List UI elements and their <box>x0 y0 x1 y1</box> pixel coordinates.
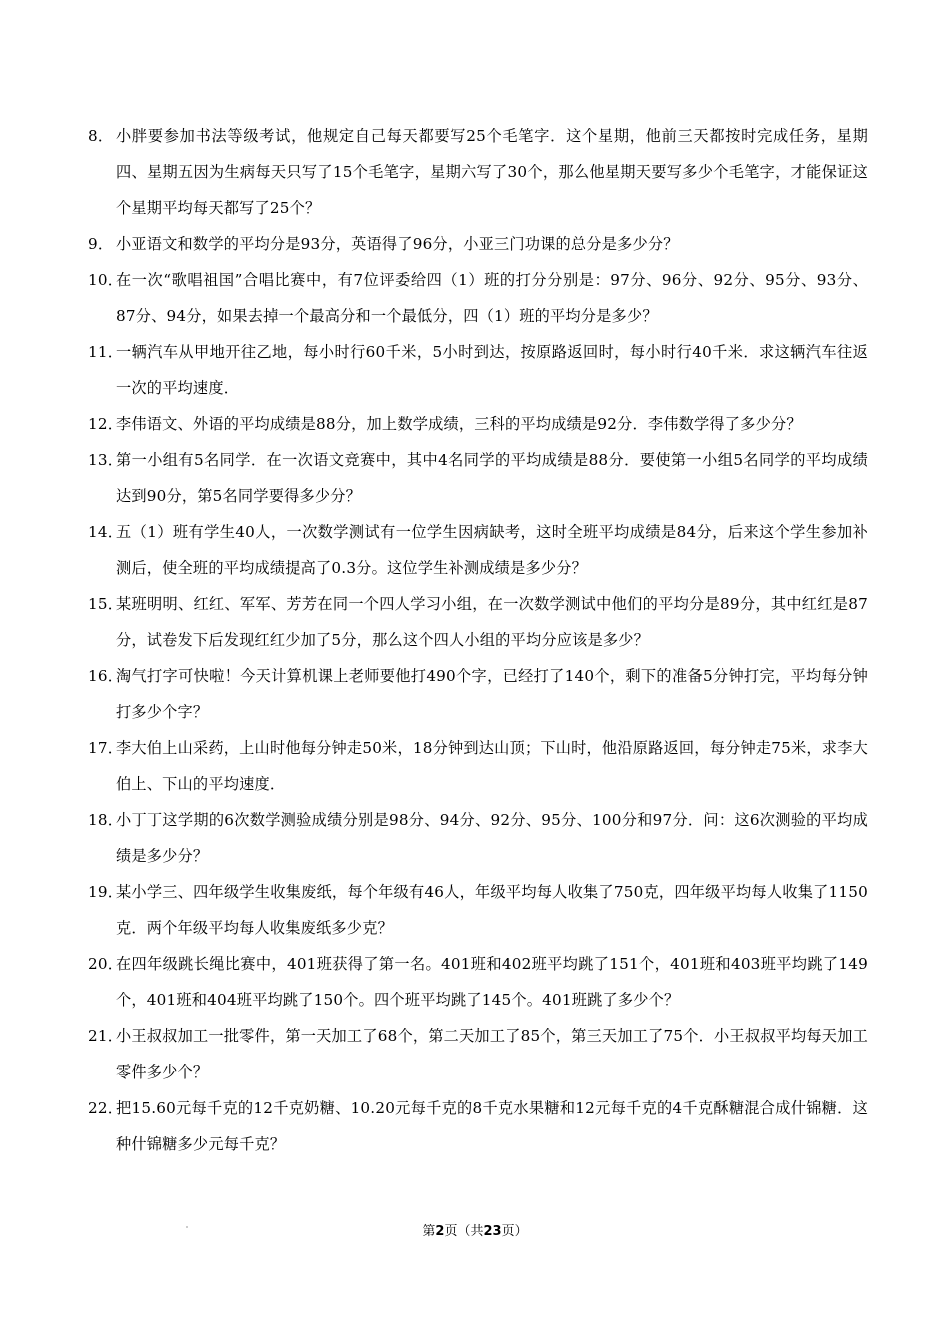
question-number: 8． <box>88 127 114 145</box>
footer-page-number: 2 <box>435 1224 445 1239</box>
question-8 <box>88 118 868 226</box>
question-number: 22． <box>88 1099 124 1117</box>
question-text: 淘气打字可快啦！今天计算机课上老师要他打490个字，已经打了140个，剩下的准备5分钟打完，平均每分钟打多少个字？ <box>116 667 868 721</box>
question-number: 9． <box>88 235 114 253</box>
question-number: 13． <box>88 451 124 469</box>
question-number: 14． <box>88 523 124 541</box>
question-text: 小丁丁这学期的6次数学测验成绩分别是98分、94分、92分、95分、100分和97分．问：这6次测验的平均成绩是多少分？ <box>116 811 868 865</box>
question-11 <box>88 334 868 406</box>
question-21 <box>88 1018 868 1090</box>
question-number: 11． <box>88 343 124 361</box>
question-17 <box>88 730 868 802</box>
question-text: 第一小组有5名同学．在一次语文竞赛中，其中4名同学的平均成绩是88分．要使第一小组5名同学的平均成绩达到90分，第5名同学要得多少分？ <box>116 451 868 505</box>
question-text: 在一次“歌唱祖国”合唱比赛中，有7位评委给四（1）班的打分分别是：97分、96分、92分、95分、93分、87分、94分，如果去掉一个最高分和一个最低分，四（1）班的平均分是多少？ <box>116 271 868 325</box>
question-text: 李伟语文、外语的平均成绩是88分，加上数学成绩，三科的平均成绩是92分．李伟数学得了多少分？ <box>116 415 802 433</box>
question-text: 在四年级跳长绳比赛中，401班获得了第一名。401班和402班平均跳了151个，401班和403班平均跳了149个，401班和404班平均跳了150个。四个班平均跳了145个。401班跳了多少个？ <box>116 955 868 1009</box>
question-text: 小胖要参加书法等级考试，他规定自己每天都要写25个毛笔字．这个星期，他前三天都按时完成任务，星期四、星期五因为生病每天只写了15个毛笔字，星期六写了30个，那么他星期天要写多少个毛笔字，才能保证这个星期平均每天都写了25个？ <box>116 127 868 217</box>
question-13 <box>88 442 868 514</box>
question-text: 一辆汽车从甲地开往乙地，每小时行60千米，5小时到达，按原路返回时，每小时行40千米．求这辆汽车往返一次的平均速度． <box>116 343 868 397</box>
question-number: 10． <box>88 271 124 289</box>
question-text: 小亚语文和数学的平均分是93分，英语得了96分，小亚三门功课的总分是多少分？ <box>116 235 679 253</box>
page-footer <box>0 1222 950 1242</box>
question-text: 某班明明、红红、军军、芳芳在同一个四人学习小组，在一次数学测试中他们的平均分是89分，其中红红是87分，试卷发下后发现红红少加了5分，那么这个四人小组的平均分应该是多少？ <box>116 595 868 649</box>
question-12 <box>88 406 868 442</box>
question-19 <box>88 874 868 946</box>
question-10 <box>88 262 868 334</box>
question-number: 12． <box>88 415 124 433</box>
footer-middle: 页（共 <box>444 1224 484 1239</box>
question-text: 把15.60元每千克的12千克奶糖、10.20元每千克的8千克水果糖和12元每千克的4千克酥糖混合成什锦糖．这种什锦糖多少元每千克？ <box>116 1099 868 1153</box>
question-14 <box>88 514 868 586</box>
question-number: 16． <box>88 667 124 685</box>
question-20 <box>88 946 868 1018</box>
question-number: 20． <box>88 955 124 973</box>
question-text: 五（1）班有学生40人，一次数学测试有一位学生因病缺考，这时全班平均成绩是84分，后来这个学生参加补测后，使全班的平均成绩提高了0.3分。这位学生补测成绩是多少分？ <box>116 523 868 577</box>
footer-prefix: 第 <box>422 1224 436 1239</box>
question-number: 17． <box>88 739 124 757</box>
question-22 <box>88 1090 868 1162</box>
question-16 <box>88 658 868 730</box>
question-15 <box>88 586 868 658</box>
question-text: 某小学三、四年级学生收集废纸，每个年级有46人，年级平均每人收集了750克，四年级平均每人收集了1150克．两个年级平均每人收集废纸多少克？ <box>116 883 868 937</box>
question-text: 小王叔叔加工一批零件，第一天加工了68个，第二天加工了85个，第三天加工了75个．小王叔叔平均每天加工零件多少个？ <box>116 1027 868 1081</box>
question-text: 李大伯上山采药，上山时他每分钟走50米，18分钟到达山顶；下山时，他沿原路返回，每分钟走75米，求李大伯上、下山的平均速度． <box>116 739 868 793</box>
question-number: 21． <box>88 1027 124 1045</box>
question-number: 19． <box>88 883 124 901</box>
footer-total-pages: 23 <box>483 1224 502 1239</box>
question-number: 15． <box>88 595 124 613</box>
question-18 <box>88 802 868 874</box>
question-9 <box>88 226 868 262</box>
footer-suffix: 页） <box>501 1224 528 1239</box>
question-list <box>88 118 868 1162</box>
question-number: 18． <box>88 811 124 829</box>
